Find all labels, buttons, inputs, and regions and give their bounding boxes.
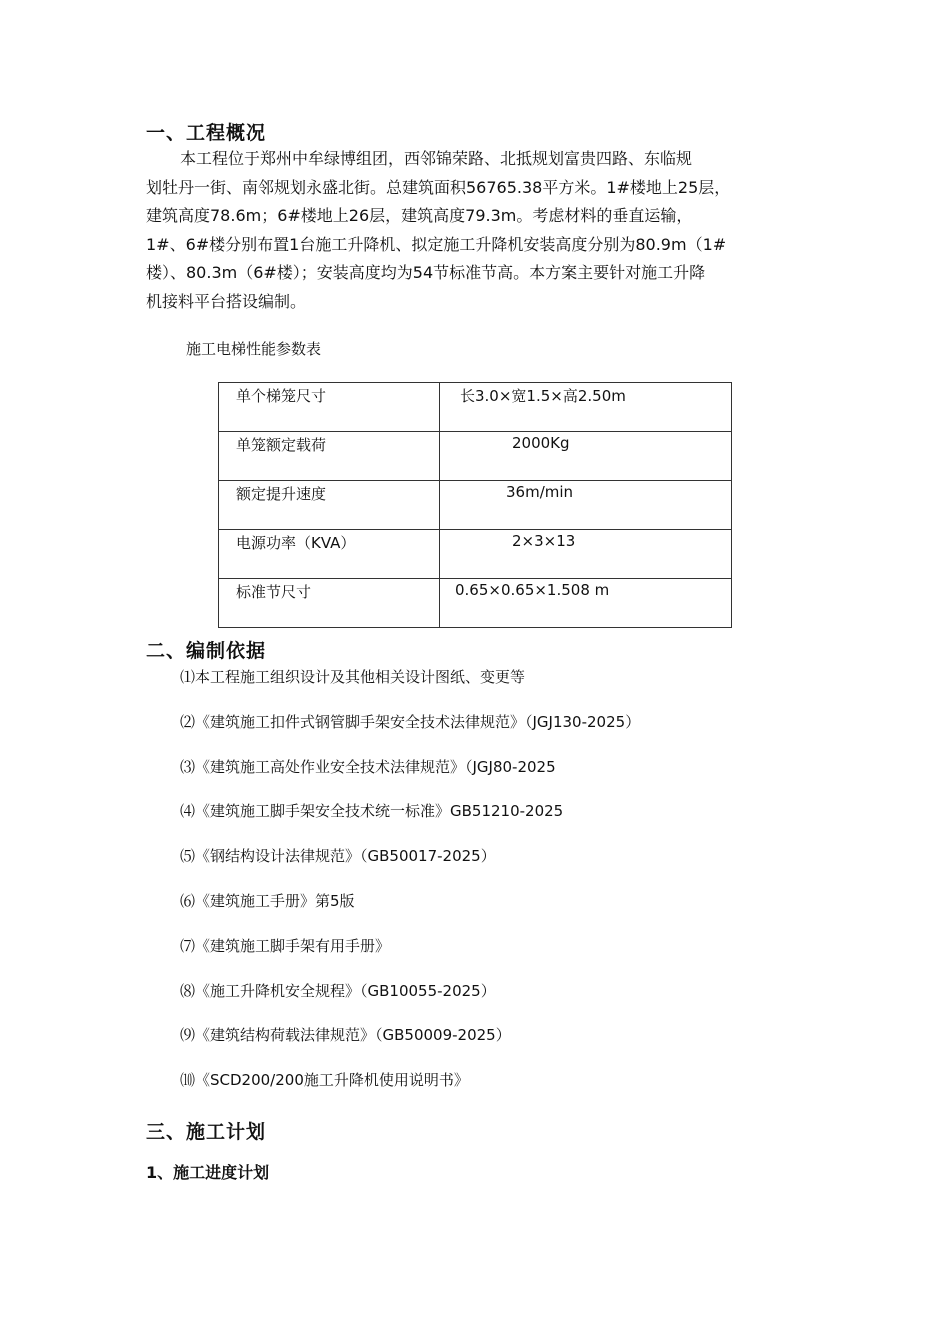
table-row [219,530,732,579]
paragraph-line: 楼）、80.3m（6#楼）；安装高度均为54节标准节高。本方案主要针对施工升降 [146,263,706,283]
param-value: 2000Kg [440,432,732,481]
table-row [219,432,732,481]
reference-list [180,666,640,1114]
list-item: ⑶《建筑施工高处作业安全技术法律规范》（JGJ80-2025 [180,757,556,776]
param-value: 0.65×0.65×1.508 m [440,579,732,628]
param-value: 36m/min [440,481,732,530]
paragraph-line: 1#、6#楼分别布置1台施工升降机、拟定施工升降机安装高度分别为80.9m（1# [146,234,727,254]
list-item: ⑷《建筑施工脚手架安全技术统一标准》GB51210-2025 [180,802,564,821]
overview-paragraph [146,145,812,317]
list-item: ⑹《建筑施工手册》第5版 [180,891,355,910]
table-caption: 施工电梯性能参数表 [186,340,322,358]
list-item: ⑻《施工升降机安全规程》（GB10055-2025） [180,981,496,1000]
paragraph-line: 本工程位于郑州中牟绿博组团，西邻锦荣路、北抵规划富贵四路、东临规 [180,149,693,168]
paragraph-line: 机接料平台搭设编制。 [146,291,307,311]
table-row [219,383,732,432]
table-row [219,579,732,628]
subsection-heading-schedule: 1、施工进度计划 [146,1163,270,1182]
table-row [219,481,732,530]
param-name: 额定提升速度 [219,481,440,530]
list-item: ⑺《建筑施工脚手架有用手册》 [180,936,391,955]
param-name: 电源功率（KVA） [219,530,440,579]
elevator-params-table [218,382,732,628]
param-name: 单笼额定载荷 [219,432,440,481]
list-item: ⑸《钢结构设计法律规范》（GB50017-2025） [180,847,496,866]
section-heading-basis: 二、编制依据 [146,640,267,662]
list-item: ⑽《SCD200/200施工升降机使用说明书》 [180,1071,469,1090]
paragraph-line: 建筑高度78.6m；6#楼地上26层，建筑高度79.3m。考虑材料的垂直运输， [146,206,693,226]
param-value: 2×3×13 [440,530,732,579]
paragraph-line: 划牡丹一街、南邻规划永盛北街。总建筑面积56765.38平方米。1#楼地上25层， [146,177,731,197]
list-item: ⑴本工程施工组织设计及其他相关设计图纸、变更等 [180,668,526,686]
param-name: 单个梯笼尺寸 [219,383,440,432]
param-name: 标准节尺寸 [219,579,440,628]
section-heading-overview: 一、工程概况 [146,122,267,144]
list-item: ⑵《建筑施工扣件式钢管脚手架安全技术法律规范》（JGJ130-2025） [180,712,641,731]
param-value: 长3.0×宽1.5×高2.50m [440,383,732,432]
list-item: ⑼《建筑结构荷载法律规范》（GB50009-2025） [180,1026,511,1045]
section-heading-plan: 三、施工计划 [146,1121,267,1143]
